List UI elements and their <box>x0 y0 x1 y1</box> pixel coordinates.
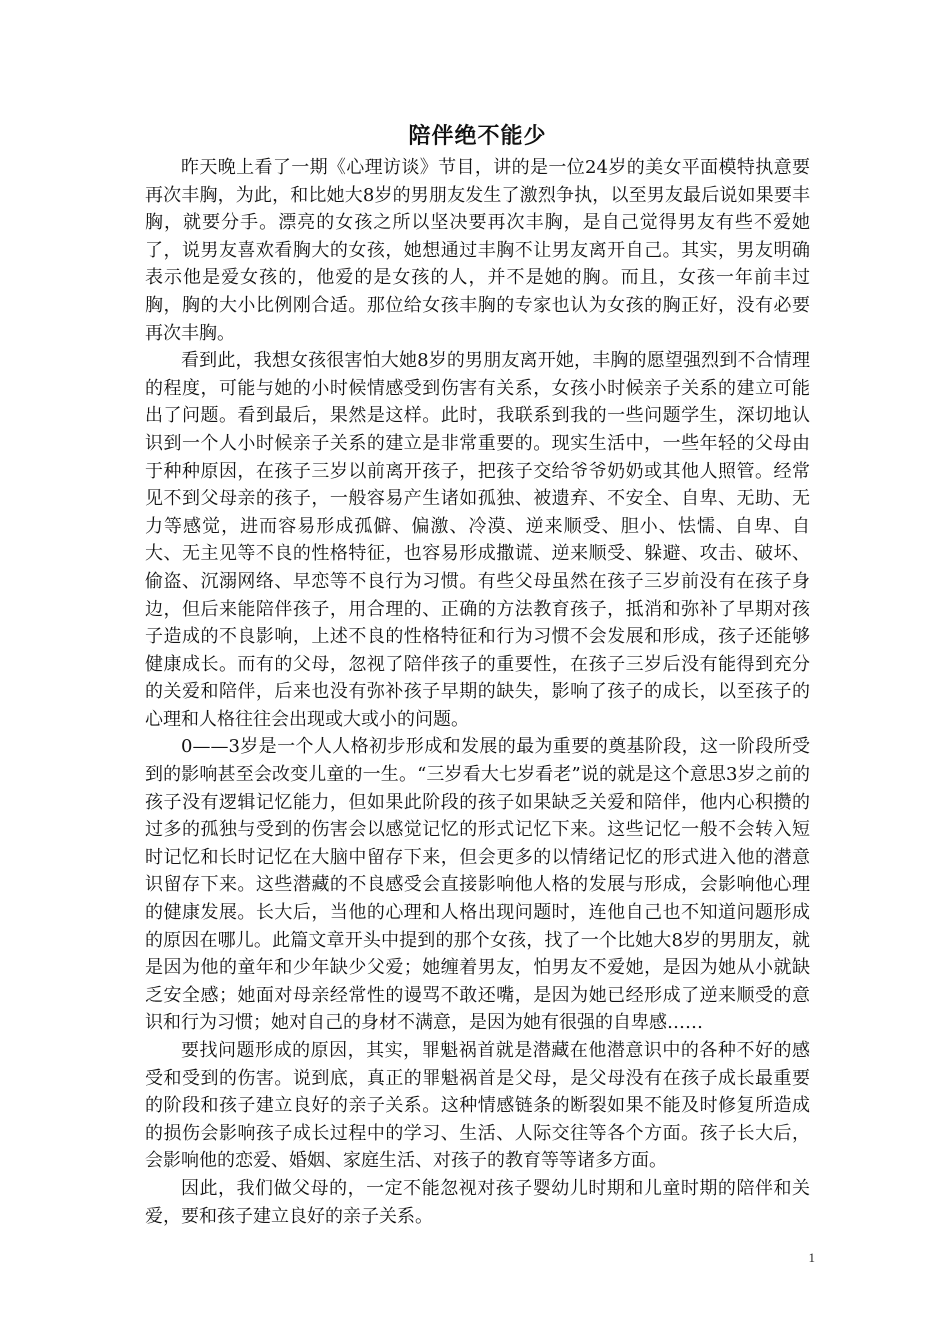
paragraph-2: 看到此，我想女孩很害怕大她8岁的男朋友离开她，丰胸的愿望强烈到不合情理的程度，可能与她的小时候情感受到伤害有关系，女孩小时候亲子关系的建立可能出了问题。看到最后，果然是这样。此时，我联系到我的一些问题学生，深切地认识到一个人小时候亲子关系的建立是非常重要的。现实生活中，一些年轻的父母由于种种原因，在孩子三岁以前离开孩子，把孩子交给爷爷奶奶或其他人照管。经常见不到父母亲的孩子，一般容易产生诸如孤独、被遗弃、不安全、自卑、无助、无力等感觉，进而容易形成孤僻、偏激、冷漠、逆来顺受、胆小、怯懦、自卑、自大、无主见等不良的性格特征，也容易形成撒谎、逆来顺受、躲避、攻击、破坏、偷盗、沉溺网络、早恋等不良行为习惯。有些父母虽然在孩子三岁前没有在孩子身边，但后来能陪伴孩子，用合理的、正确的方法教育孩子，抵消和弥补了早期对孩子造成的不良影响，上述不良的性格特征和行为习惯不会发展和形成，孩子还能够健康成长。而有的父母，忽视了陪伴孩子的重要性，在孩子三岁后没有能得到充分的关爱和陪伴，后来也没有弥补孩子早期的缺失，影响了孩子的成长，以至孩子的心理和人格往往会出现或大或小的问题。 <box>145 350 810 730</box>
paragraph-5: 因此，我们做父母的，一定不能忽视对孩子婴幼儿时期和儿童时期的陪伴和关爱，要和孩子建立良好的亲子关系。 <box>145 1177 810 1227</box>
paragraph-3: 0——3岁是一个人人格初步形成和发展的最为重要的奠基阶段，这一阶段所受到的影响甚至会改变儿童的一生。“三岁看大七岁看老”说的就是这个意思3岁之前的孩子没有逻辑记忆能力，但如果此阶段的孩子如果缺乏关爱和陪伴，他内心积攒的过多的孤独与受到的伤害会以感觉记忆的形式记忆下来。这些记忆一般不会转入短时记忆和长时记忆在大脑中留存下来，但会更多的以情绪记忆的形式进入他的潜意识留存下来。这些潜藏的不良感受会直接影响他人格的发展与形成，会影响他心理的健康发展。长大后，当他的心理和人格出现问题时，连他自己也不知道问题形成的原因在哪儿。此篇文章开头中提到的那个女孩，找了一个比她大8岁的男朋友，就是因为他的童年和少年缺少父爱；她缠着男友，怕男友不爱她，是因为她从小就缺乏安全感；她面对母亲经常性的谩骂不敢还嘴，是因为她已经形成了逆来顺受的意识和行为习惯；她对自己的身材不满意，是因为她有很强的自卑感…… <box>145 736 810 1034</box>
page-number: 1 <box>808 1250 815 1265</box>
paragraph-4: 要找问题形成的原因，其实，罪魁祸首就是潜藏在他潜意识中的各种不好的感受和受到的伤害。说到底，真正的罪魁祸首是父母，是父母没有在孩子成长最重要的阶段和孩子建立良好的亲子关系。这种情感链条的断裂如果不能及时修复所造成的损伤会影响孩子成长过程中的学习、生活、人际交往等各个方面。孩子长大后，会影响他的恋爱、婚姻、家庭生活、对孩子的教育等等诸多方面。 <box>145 1040 810 1172</box>
document-title: 陪伴绝不能少 <box>408 123 547 149</box>
document-body <box>145 118 810 1230</box>
paragraph-1: 昨天晚上看了一期《心理访谈》节目，讲的是一位24岁的美女平面模特执意要再次丰胸，为此，和比她大8岁的男朋友发生了激烈争执，以至男友最后说如果要丰胸，就要分手。漂亮的女孩之所以坚决要再次丰胸，是自己觉得男友有些不爱她了，说男友喜欢看胸大的女孩，她想通过丰胸不让男友离开自己。其实，男友明确表示他是爱女孩的，他爱的是女孩的人，并不是她的胸。而且，女孩一年前丰过胸，胸的大小比例刚合适。那位给女孩丰胸的专家也认为女孩的胸正好，没有必要再次丰胸。 <box>145 157 810 344</box>
